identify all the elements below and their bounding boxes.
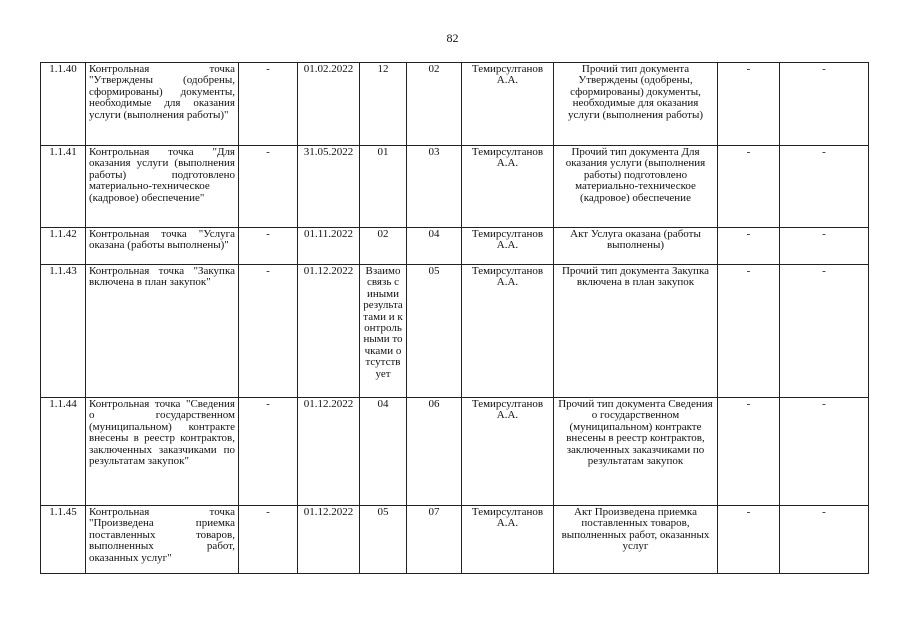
dash-cell: -	[718, 265, 780, 398]
responsible-person: Темирсултанов А.А.	[462, 146, 554, 228]
date-cell: 01.12.2022	[298, 506, 360, 574]
document-type: Прочий тип документа Утверждены (одобрены, сформированы) документы, необходимые для оказания услуги (выполнения работы)	[554, 63, 718, 146]
row-id: 1.1.45	[41, 506, 86, 574]
sequence-cell: 05	[407, 265, 462, 398]
dash-cell: -	[718, 146, 780, 228]
row-id: 1.1.40	[41, 63, 86, 146]
dash-cell: -	[239, 506, 298, 574]
dash-cell: -	[718, 506, 780, 574]
row-id: 1.1.44	[41, 398, 86, 506]
row-id: 1.1.43	[41, 265, 86, 398]
sequence-cell: 02	[407, 63, 462, 146]
dash-cell: -	[718, 228, 780, 265]
control-point-name: Контрольная точка "Сведения о государственном (муниципальном) контракте внесены в реестр контрактов, заключенных заказчиками по результатам закупок"	[86, 398, 239, 506]
document-type: Акт Услуга оказана (работы выполнены)	[554, 228, 718, 265]
date-cell: 01.12.2022	[298, 398, 360, 506]
control-point-name: Контрольная точка "Произведена приемка поставленных товаров, выполненных работ, оказанных услуг"	[86, 506, 239, 574]
responsible-person: Темирсултанов А.А.	[462, 506, 554, 574]
sequence-cell: 06	[407, 398, 462, 506]
date-cell: 01.02.2022	[298, 63, 360, 146]
control-point-name: Контрольная точка "Для оказания услуги (выполнения работы) подготовлено материально-техническое (кадровое) обеспечение"	[86, 146, 239, 228]
relation-cell: 01	[360, 146, 407, 228]
dash-cell: -	[239, 146, 298, 228]
dash-cell: -	[239, 398, 298, 506]
sequence-cell: 07	[407, 506, 462, 574]
table-row	[41, 146, 869, 228]
relation-cell: 04	[360, 398, 407, 506]
control-point-name: Контрольная точка "Услуга оказана (работы выполнены)"	[86, 228, 239, 265]
document-type: Прочий тип документа Закупка включена в план закупок	[554, 265, 718, 398]
dash-cell: -	[718, 398, 780, 506]
document-type: Прочий тип документа Для оказания услуги (выполнения работы) подготовлено материально-техническое (кадровое) обеспечение	[554, 146, 718, 228]
dash-cell: -	[780, 63, 869, 146]
control-point-name: Контрольная точка "Утверждены (одобрены, сформированы) документы, необходимые для оказания услуги (выполнения работы)"	[86, 63, 239, 146]
table-row	[41, 63, 869, 146]
table-row	[41, 398, 869, 506]
row-id: 1.1.41	[41, 146, 86, 228]
dash-cell: -	[239, 63, 298, 146]
document-type: Акт Произведена приемка поставленных товаров, выполненных работ, оказанных услуг	[554, 506, 718, 574]
dash-cell: -	[780, 506, 869, 574]
dash-cell: -	[239, 265, 298, 398]
responsible-person: Темирсултанов А.А.	[462, 228, 554, 265]
dash-cell: -	[780, 398, 869, 506]
relation-cell: 02	[360, 228, 407, 265]
relation-cell: Взаимосвязь с иными результатами и контрольными точками отсутствует	[360, 265, 407, 398]
date-cell: 01.12.2022	[298, 265, 360, 398]
page-number: 82	[446, 31, 459, 45]
control-point-name: Контрольная точка "Закупка включена в план закупок"	[86, 265, 239, 398]
dash-cell: -	[780, 146, 869, 228]
dash-cell: -	[780, 228, 869, 265]
table-row	[41, 228, 869, 265]
document-type: Прочий тип документа Сведения о государственном (муниципальном) контракте внесены в реестр контрактов, заключенных заказчиками по результатам закупок	[554, 398, 718, 506]
row-id: 1.1.42	[41, 228, 86, 265]
dash-cell: -	[239, 228, 298, 265]
responsible-person: Темирсултанов А.А.	[462, 63, 554, 146]
sequence-cell: 04	[407, 228, 462, 265]
table-row	[41, 506, 869, 574]
table-row	[41, 265, 869, 398]
table-body	[41, 63, 869, 574]
dash-cell: -	[718, 63, 780, 146]
dash-cell: -	[780, 265, 869, 398]
control-points-table	[40, 62, 869, 574]
responsible-person: Темирсултанов А.А.	[462, 265, 554, 398]
date-cell: 01.11.2022	[298, 228, 360, 265]
relation-cell: 05	[360, 506, 407, 574]
date-cell: 31.05.2022	[298, 146, 360, 228]
relation-cell: 12	[360, 63, 407, 146]
responsible-person: Темирсултанов А.А.	[462, 398, 554, 506]
sequence-cell: 03	[407, 146, 462, 228]
